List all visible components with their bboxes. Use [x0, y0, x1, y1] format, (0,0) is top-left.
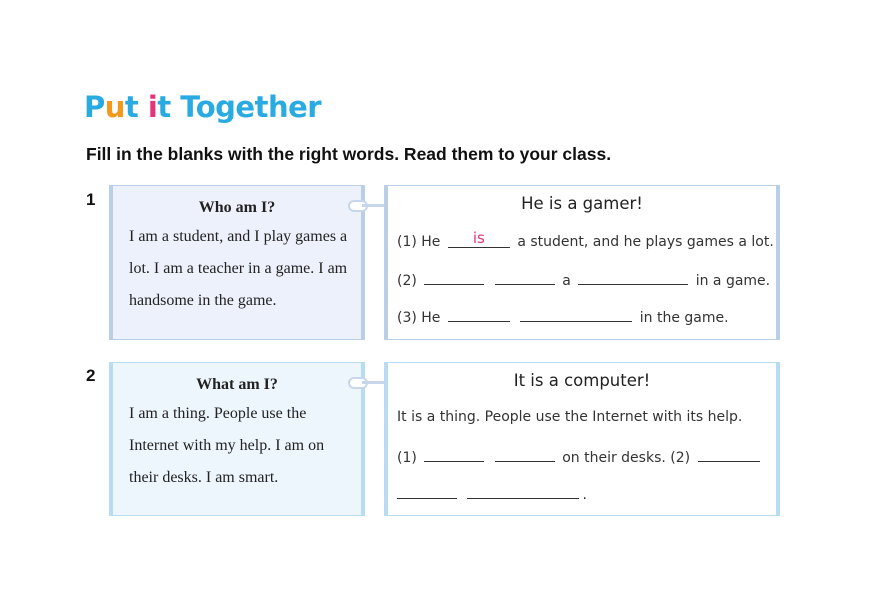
riddle-card [109, 185, 365, 340]
blank-field[interactable] [448, 229, 510, 248]
blank-field[interactable] [424, 446, 484, 462]
blank-field[interactable] [397, 483, 457, 499]
ring-bar [362, 204, 386, 207]
answer-title: He is a gamer! [521, 194, 643, 213]
blank-field[interactable] [467, 483, 579, 499]
riddle-body: I am a thing. People use the Internet with my help. I am on their desks. I am smart. [129, 405, 325, 486]
put-it-together-logo: Put it Together [84, 90, 322, 124]
fill-line-2: (1) on their desks. (2) [397, 446, 763, 466]
ring-bar [362, 381, 386, 384]
blank-field[interactable] [698, 446, 760, 462]
fill-line-1: It is a thing. People use the Internet with its help. [397, 409, 743, 425]
exercise-number: 2 [86, 366, 96, 385]
answer-card [384, 362, 780, 516]
blank-field[interactable] [448, 306, 510, 322]
blank-field[interactable] [495, 269, 555, 285]
sample-answer: is [472, 229, 485, 247]
fill-line-3: (3) He in the game. [397, 306, 729, 326]
fill-line-2: (2) a in a game. [397, 269, 770, 289]
blank-field[interactable] [578, 269, 688, 285]
answer-title: It is a computer! [513, 371, 651, 390]
riddle-title: Who am I? [198, 199, 276, 216]
blank-field[interactable] [520, 306, 632, 322]
exercise-number: 1 [86, 190, 96, 209]
blank-field[interactable] [424, 269, 484, 285]
fill-line-3: . [397, 483, 587, 503]
riddle-card [109, 362, 365, 516]
fill-line-1: (1) He is a student, and he plays games a lot. [397, 229, 774, 250]
riddle-title: What am I? [196, 376, 278, 393]
riddle-body: I am a student, and I play games a lot. I am a teacher in a game. I am handsome in the game. [129, 228, 348, 309]
instruction-text: Fill in the blanks with the right words. Read them to your class. [86, 144, 612, 164]
blank-field[interactable] [495, 446, 555, 462]
answer-card [384, 185, 780, 340]
